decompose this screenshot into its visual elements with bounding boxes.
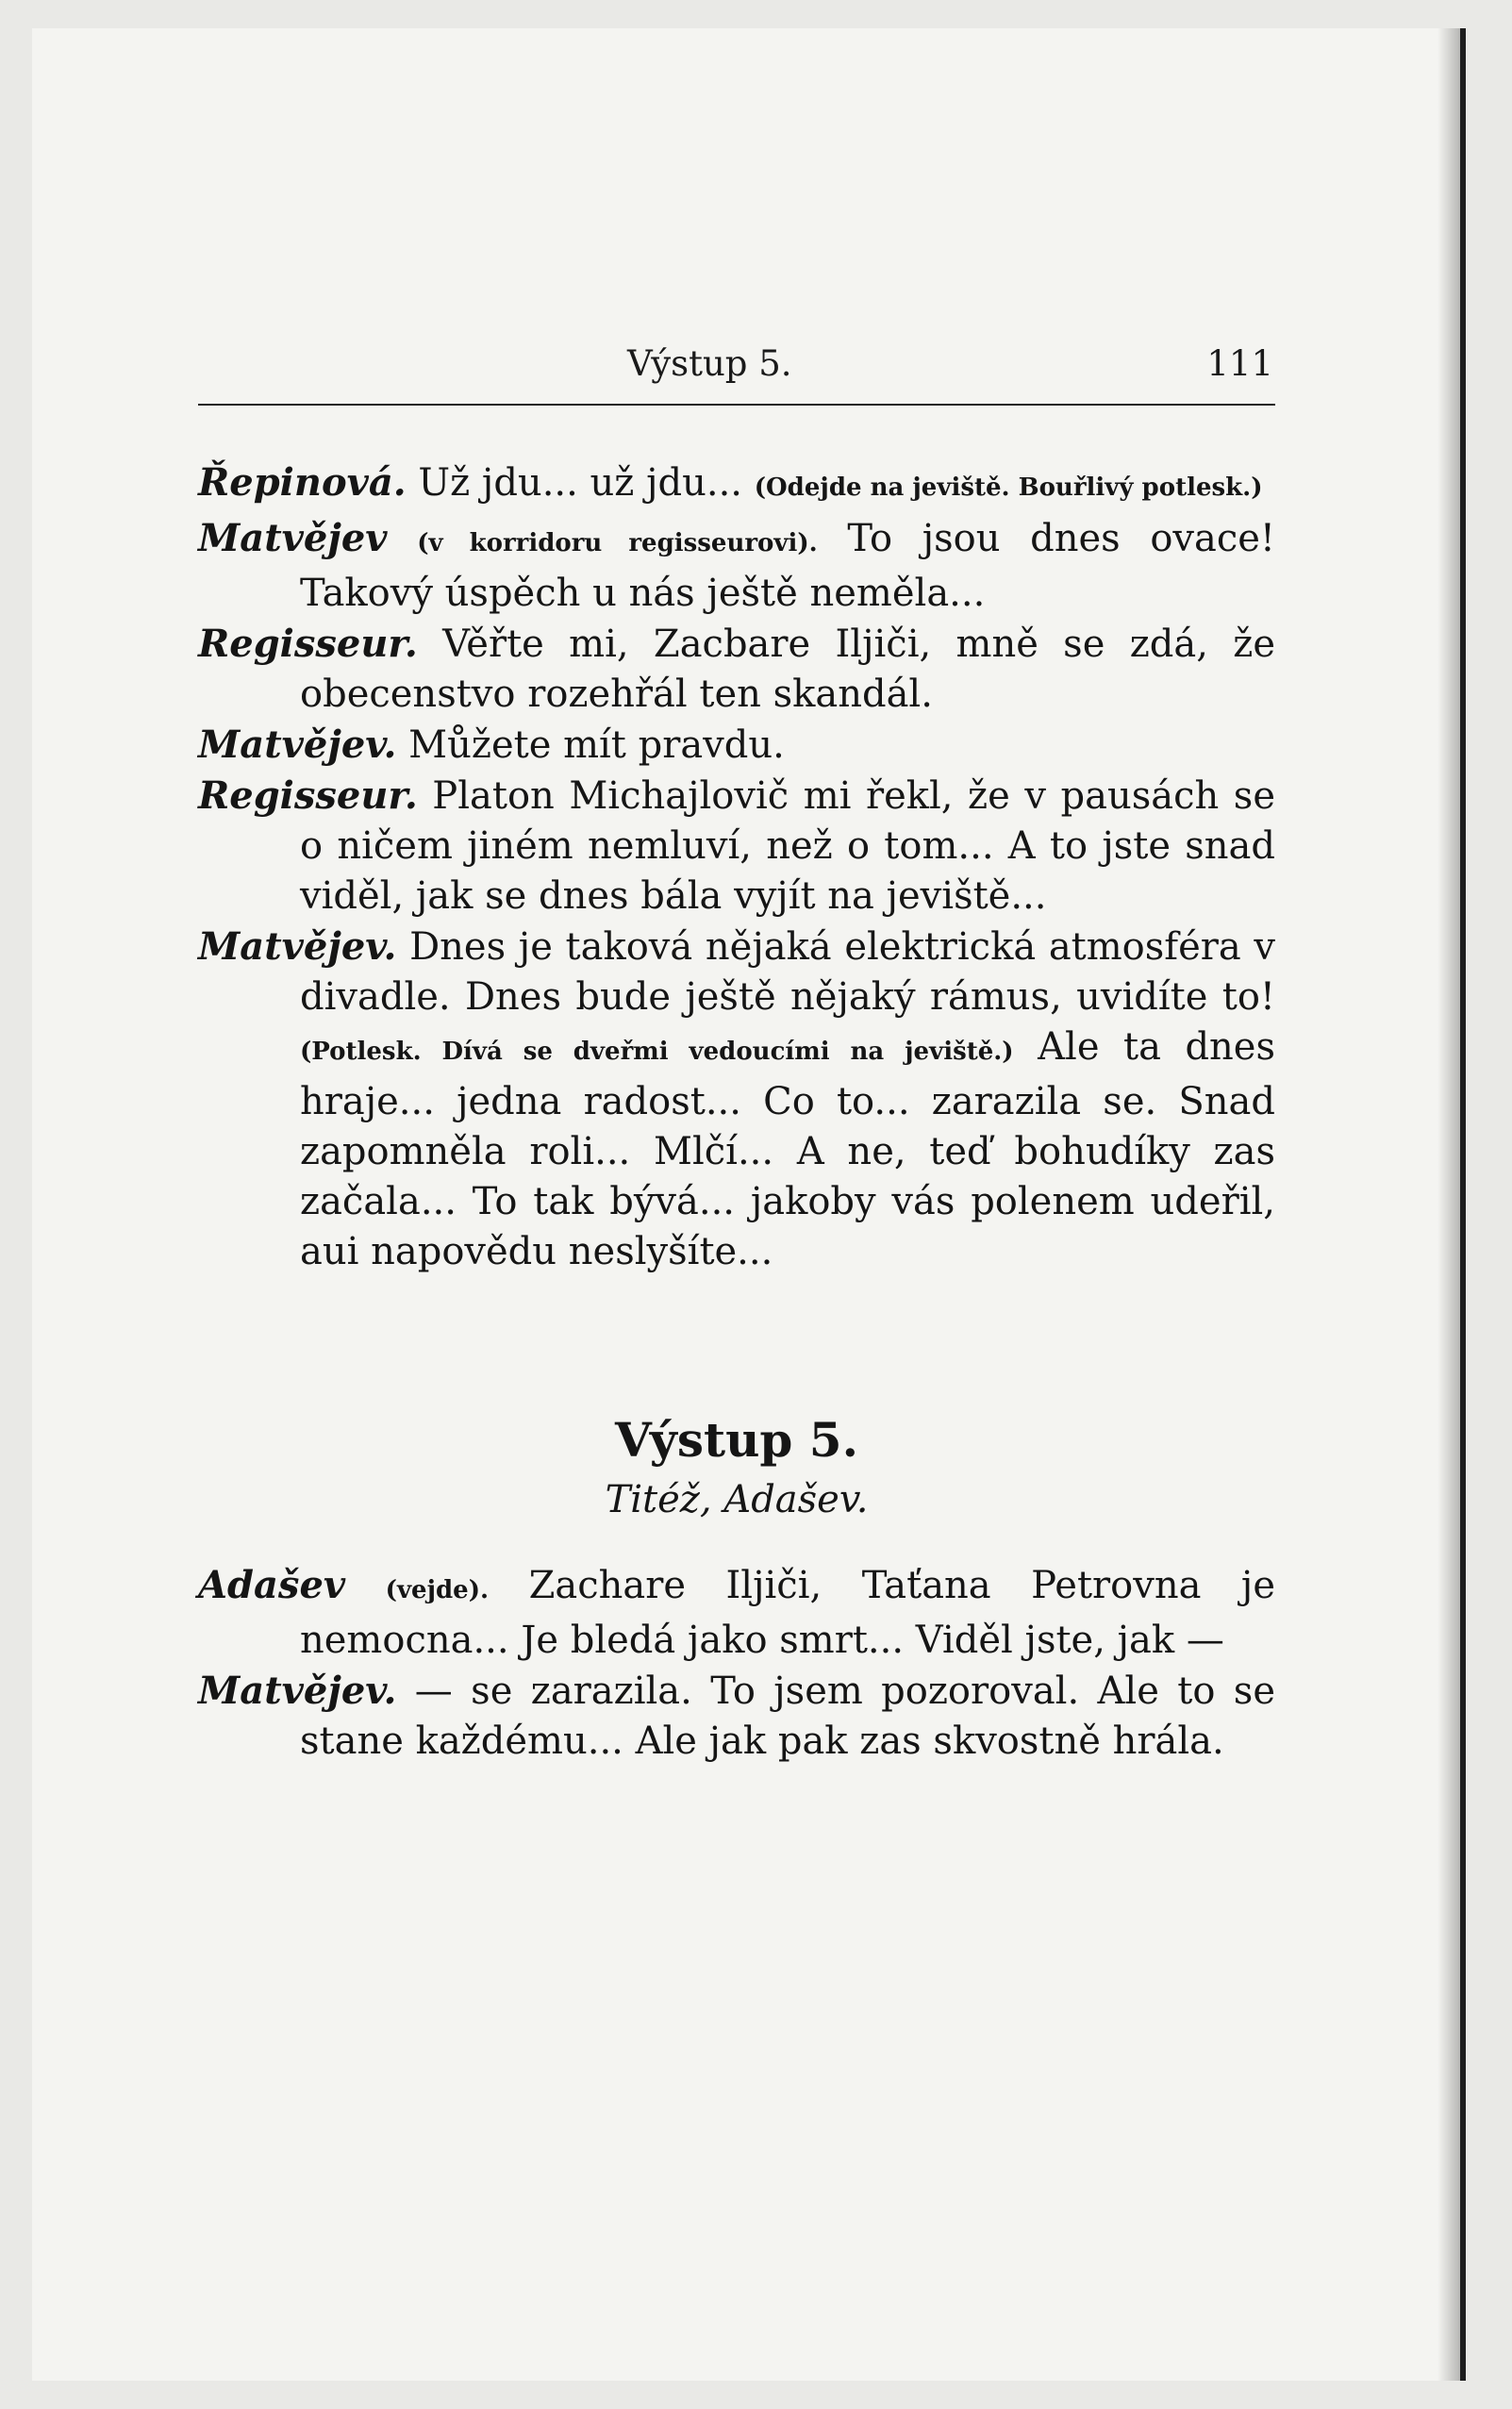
speech-text: Zachare Iljiči, Taťana Petrovna je nemocna... Je bledá jako smrt... Viděl jste, jak —: [300, 1564, 1275, 1662]
header-rule: [198, 404, 1275, 406]
speech-text-after: To jsou dnes ovace! Takový úspěch u nás ještě neměla...: [300, 517, 1276, 615]
book-page: [32, 28, 1466, 2381]
speech-text: [388, 517, 418, 560]
speech-text: Věřte mi, Zacbare Iljiči, mně se zdá, že obecenstvo rozehřál ten skandál.: [300, 623, 1275, 716]
speech-matvejev-2: [198, 720, 1275, 771]
speech-text: Můžete mít pravdu.: [396, 723, 785, 767]
running-title: Výstup 5.: [627, 343, 792, 384]
stage-direction: (Odejde na jeviště. Bouřlivý potlesk.): [754, 473, 1263, 502]
scene-cast: Titéž, Adašev.: [605, 1478, 869, 1521]
speaker-name: Matvějev.: [198, 1669, 397, 1713]
speaker-name: Regisseur.: [198, 773, 418, 818]
speaker-name: Adašev: [198, 1563, 346, 1607]
speech-text-after: Ale ta dnes hraje... jedna radost... Co to... zarazila se. Snad zapomněla roli... Mlčí... A ne, teď bohudíky zas začala... To tak bývá... jakoby vás polenem udeřil, aui napovědu neslyšíte...: [300, 1025, 1276, 1273]
stage-direction: (vejde).: [385, 1576, 490, 1604]
speaker-name: Matvějev.: [198, 723, 397, 767]
scene-title: Výstup 5.: [615, 1412, 858, 1468]
speech-text: Dnes je taková nějaká elektrická atmosféra v divadle. Dnes bude ještě nějaký rámus, uvidíte to!: [300, 925, 1275, 1019]
speech-regisseur-1: [198, 619, 1275, 720]
speech-matvejev-3: [198, 922, 1275, 1277]
speech-text: Už jdu... už jdu...: [406, 461, 755, 505]
speech-matvejev-1: [198, 513, 1275, 619]
body-text: [198, 457, 1275, 1767]
scene-gap: [198, 1277, 1275, 1398]
stage-direction: (v korridoru regisseurovi).: [417, 529, 818, 557]
speech-text: — se zarazila. To jsem pozoroval. Ale to se stane každému... Ale jak pak zas skvostně hrála.: [300, 1670, 1275, 1763]
speaker-name: Regisseur.: [198, 622, 418, 666]
speech-matvejev-4: [198, 1666, 1275, 1767]
page-edge-shadow: [1437, 28, 1460, 2381]
speech-repinova: [198, 457, 1275, 513]
speech-regisseur-2: [198, 771, 1275, 922]
running-head: [198, 338, 1273, 404]
stage-direction: (Potlesk. Dívá se dveřmi vedoucími na jeviště.): [300, 1038, 1014, 1066]
page-number: 111: [1206, 343, 1273, 384]
speaker-name: Matvějev: [198, 516, 388, 560]
speech-adasev: [198, 1560, 1275, 1666]
speech-text: Platon Michajlovič mi řekl, že v pausách se o ničem jiném nemluví, než o tom... A to jste snad viděl, jak se dnes bála vyjít na jeviště...: [300, 774, 1275, 918]
speaker-name: Řepinová.: [198, 460, 407, 505]
speaker-name: Matvějev.: [198, 924, 397, 969]
